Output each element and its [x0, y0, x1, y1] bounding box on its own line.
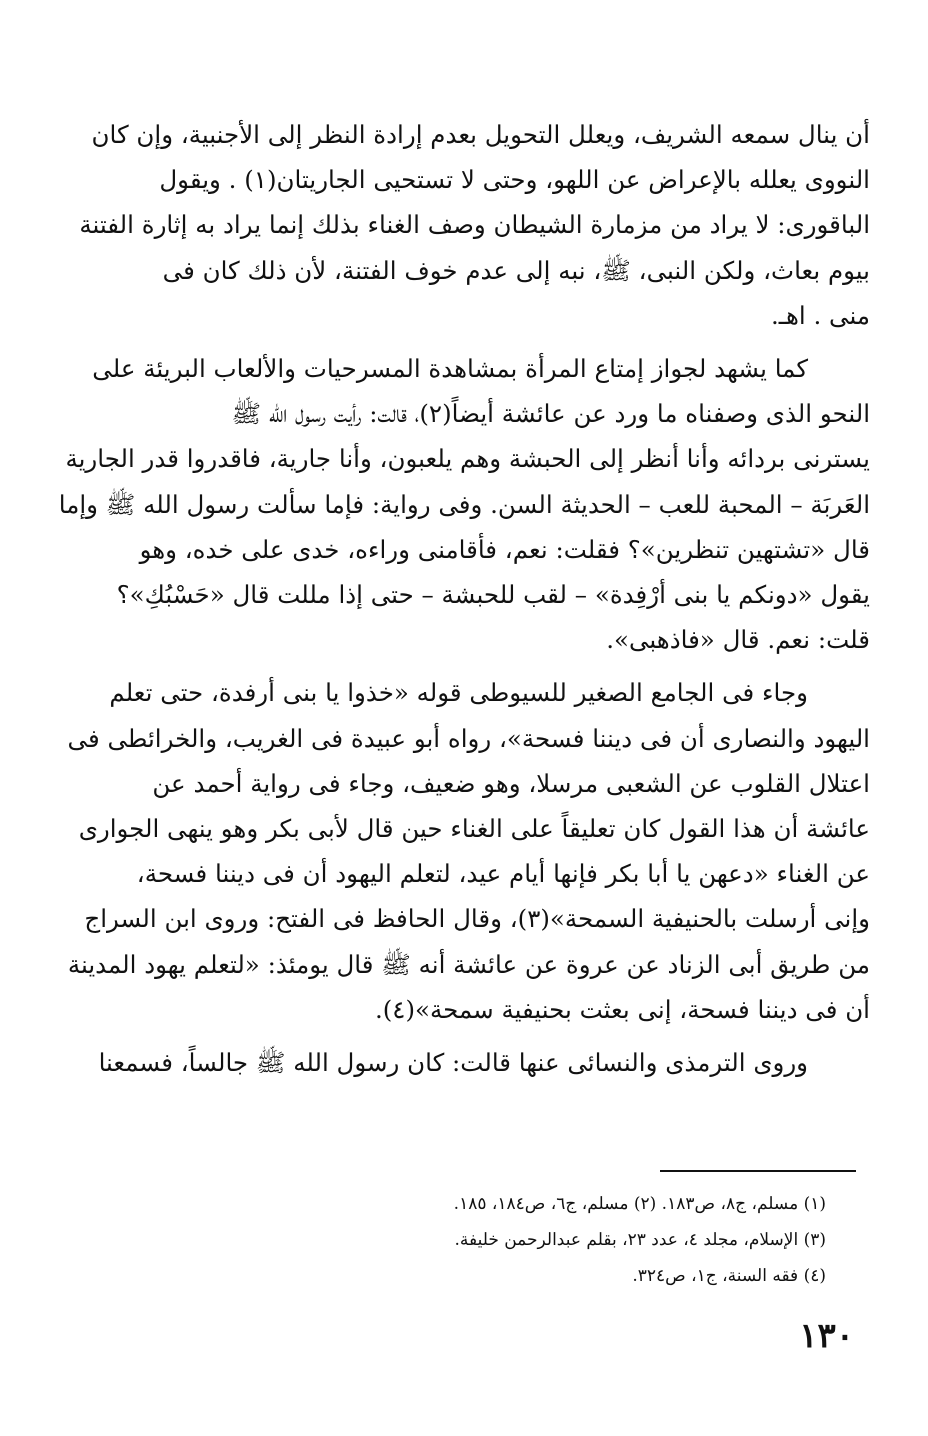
text-line: من طريق أبى الزناد عن عروة عن عائشة أنه ﷺ قال يومئذ: «لتعلم يهود المدينة [67, 949, 870, 979]
text-line: الباقورى: لا يراد من مزمارة الشيطان وصف الغناء بذلك إنما يراد به إثارة الفتنة [79, 210, 870, 240]
text-line: اعتلال القلوب عن الشعبى مرسلا، وهو ضعيف، وجاء فى رواية أحمد عن [152, 768, 870, 798]
text-line: عائشة أن هذا القول كان تعليقاً على الغناء حين قال لأبى بكر وهو ينهى الجوارى [78, 814, 870, 844]
text-line: وإنى أرسلت بالحنيفية السمحة»(٣)، وقال الحافظ فى الفتح: وروى ابن السراج [84, 904, 870, 934]
text-line: منى . اهـ. [771, 300, 870, 330]
text-line: أن فى ديننا فسحة، إنى بعثت بحنيفية سمحة»(٤). [374, 994, 870, 1024]
page-number: ١٣٠ [799, 1316, 854, 1356]
text-line: وروى الترمذى والنسائى عنها قالت: كان رسول الله ﷺ جالساً، فسمعنا [98, 1048, 808, 1078]
footnote: (٤) فقه السنة، ج١، ص٣٢٤. [632, 1266, 826, 1286]
text-line: النووى يعلله بالإعراض عن اللهو، وحتى لا تستحيى الجاريتان(١) . ويقول [159, 165, 870, 195]
text-line: يسترنى بردائه وأنا أنظر إلى الحبشة وهم يلعبون، وأنا جارية، فاقدروا قدر الجارية [65, 444, 870, 474]
text-line: وجاء فى الجامع الصغير للسيوطى قوله «خذوا يا بنى أرفدة، حتى تعلم [109, 678, 808, 708]
body-text [44, 112, 870, 1085]
footnote: (٣) الإسلام، مجلد ٤، عدد ٢٣، بقلم عبدالرحمن خليفة. [454, 1230, 826, 1250]
footnotes [40, 1186, 826, 1294]
text-line: العَربَة – المحبة للعب – الحديثة السن. وفى رواية: فإما سألت رسول الله ﷺ وإما [58, 489, 870, 519]
footnote: (١) مسلم، ج٨، ص١٨٣. (٢) مسلم، ج٦، ص١٨٤، ١٨٥. [453, 1194, 826, 1214]
text-line: كما يشهد لجواز إمتاع المرأة بمشاهدة المسرحيات والألعاب البريئة على [92, 354, 808, 384]
footnote-divider [660, 1170, 856, 1172]
text-line: بيوم بعاث، ولكن النبى، ﷺ، نبه إلى عدم خوف الفتنة، لأن ذلك كان فى [162, 255, 870, 285]
text-line: النحو الذى وصفناه ما ورد عن عائشة أيضاً(٢)، قالت: رأيت رسول الله ﷺ [231, 399, 870, 429]
text-line: قال «تشتهين تنظرين»؟ فقلت: نعم، فأقامنى وراءه، خدى على خده، وهو [139, 534, 870, 564]
text-line: عن الغناء «دعهن يا أبا بكر فإنها أيام عيد، لتعلم اليهود أن فى ديننا فسحة، [136, 859, 870, 889]
text-line: يقول «دونكم يا بنى أرْفِدة» – لقب للحبشة – حتى إذا مللت قال «حَسْبُكِ»؟ [116, 580, 870, 610]
text-line: أن ينال سمعه الشريف، ويعلل التحويل بعدم إرادة النظر إلى الأجنبية، وإن كان [91, 120, 870, 149]
text-line: قلت: نعم. قال «فاذهبى». [606, 625, 870, 655]
text-line: اليهود والنصارى أن فى ديننا فسحة»، رواه أبو عبيدة فى الغريب، والخرائطى فى [67, 723, 870, 753]
